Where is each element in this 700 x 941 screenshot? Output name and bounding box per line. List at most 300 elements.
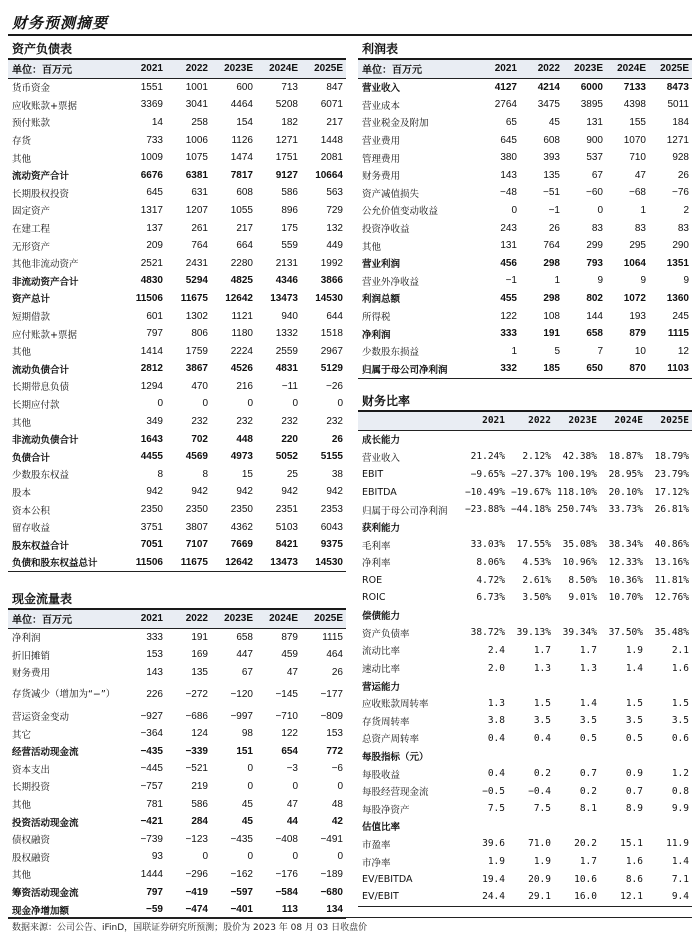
row-label: 现金净增加额	[8, 901, 121, 919]
row-label: 长期投资	[12, 782, 51, 794]
value-cell: 5208	[275, 99, 298, 111]
table-row	[358, 888, 692, 906]
value-cell: 20.9	[528, 873, 551, 885]
value-cell: 13473	[256, 554, 301, 572]
value-cell: 1332	[275, 328, 298, 340]
value-cell: 2224	[230, 345, 253, 357]
table-row	[8, 483, 346, 501]
value-cell: 1.6	[625, 856, 643, 868]
row-label: 资产总计	[12, 294, 51, 306]
table-row	[8, 664, 346, 682]
value-cell: 3867	[185, 363, 208, 375]
value-cell: 563	[326, 187, 343, 199]
table-row	[358, 272, 692, 290]
row-label: 每股净资产	[362, 804, 410, 816]
value-cell	[600, 747, 646, 765]
value-cell: 47	[634, 169, 646, 181]
value-cell: 1351	[666, 257, 689, 269]
table-row	[8, 237, 346, 255]
table-row	[8, 413, 346, 431]
value-cell	[600, 818, 646, 836]
value-cell: −19.67%	[510, 486, 551, 498]
table-row	[358, 254, 692, 272]
table-row	[358, 730, 692, 748]
row-label: 股东权益合计	[12, 540, 70, 552]
value-cell: 6676	[140, 169, 163, 181]
value-cell: 764	[191, 240, 208, 252]
table-row	[358, 448, 692, 466]
value-cell: 0	[247, 851, 253, 863]
value-cell: 14530	[301, 554, 346, 572]
value-cell: −59	[121, 901, 166, 919]
value-cell: 9	[683, 275, 689, 287]
table-row	[8, 149, 346, 167]
value-cell: 645	[500, 134, 517, 146]
value-cell: 380	[500, 152, 517, 164]
row-label: 资本支出	[12, 764, 51, 776]
value-cell: 393	[543, 152, 560, 164]
value-cell: −927	[140, 710, 163, 722]
row-label: 长期应付款	[12, 399, 60, 411]
value-cell: 8.50%	[568, 574, 597, 586]
value-cell: 455	[500, 292, 517, 304]
row-label: 营业利润	[362, 259, 401, 271]
row-label: 其它	[12, 729, 32, 741]
value-cell: 0	[337, 851, 343, 863]
value-cell: 806	[191, 328, 208, 340]
value-cell: −339	[185, 745, 208, 757]
value-cell: 134	[301, 901, 346, 919]
value-cell: 184	[672, 116, 689, 128]
value-cell: 448	[236, 433, 253, 445]
value-cell: −145	[275, 688, 298, 700]
value-cell	[646, 606, 692, 624]
value-cell: 0	[337, 780, 343, 792]
row-label: 每股收益	[362, 769, 401, 781]
value-cell: 10.6	[574, 873, 597, 885]
value-cell: 8.1	[579, 803, 597, 815]
value-cell: 298	[543, 257, 560, 269]
value-cell: 113	[256, 901, 301, 919]
row-label: 财务费用	[12, 668, 51, 680]
value-cell: 333	[146, 631, 163, 643]
value-cell: 600	[236, 81, 253, 93]
value-cell: 39.6	[482, 838, 505, 850]
value-cell: −60	[586, 187, 603, 199]
row-label: 流动资产合计	[12, 171, 70, 183]
value-cell: 2.1	[671, 644, 689, 656]
value-cell: 25	[286, 468, 298, 480]
row-label: 净利润	[362, 329, 391, 341]
value-cell: −710	[275, 710, 298, 722]
table-row	[358, 677, 692, 695]
value-cell: 219	[191, 780, 208, 792]
value-cell: 1115	[322, 631, 343, 643]
table-row	[358, 307, 692, 325]
value-cell: 232	[236, 416, 253, 428]
value-cell: 131	[500, 240, 517, 252]
value-cell: 1064	[623, 257, 646, 269]
value-cell	[462, 747, 508, 765]
value-cell	[554, 818, 600, 836]
table-header-row	[358, 60, 692, 78]
value-cell: 1	[554, 275, 560, 287]
table-row	[358, 501, 692, 519]
table-row	[8, 536, 346, 554]
value-cell: 3369	[140, 99, 163, 111]
row-label: 债权融资	[12, 835, 51, 847]
row-label: EV/EBIT	[358, 888, 462, 906]
row-label: EV/EBITDA	[362, 873, 413, 885]
value-cell: 284	[191, 816, 208, 828]
value-cell: 2967	[320, 345, 343, 357]
value-cell: 26	[331, 433, 343, 445]
value-cell: 1.2	[671, 768, 689, 780]
value-cell: 19.4	[482, 873, 505, 885]
value-cell: 3.50%	[522, 592, 551, 604]
value-cell: 9	[597, 275, 603, 287]
table-row	[358, 694, 692, 712]
value-cell: 8	[202, 468, 208, 480]
row-label: 应收账款周转率	[362, 699, 429, 711]
header-year-cell: 2024E	[600, 412, 646, 430]
value-cell: −123	[185, 833, 208, 845]
value-cell: 14	[151, 116, 163, 128]
value-cell: 3895	[580, 99, 603, 111]
value-cell: 0.4	[487, 732, 505, 744]
value-cell: 1302	[185, 310, 208, 322]
value-cell: 137	[146, 222, 163, 234]
value-cell: −10.49%	[464, 486, 505, 498]
value-cell: 245	[672, 310, 689, 322]
header-year-cell: 2023E	[563, 60, 606, 78]
value-cell: 1.7	[533, 644, 551, 656]
row-label: 营业成本	[362, 100, 401, 112]
value-cell: 45	[548, 116, 560, 128]
value-cell: 71.0	[528, 838, 551, 850]
row-label: 所得税	[362, 312, 391, 324]
value-cell: 1759	[185, 345, 208, 357]
value-cell	[646, 677, 692, 695]
header-year-cell: 2021	[462, 412, 508, 430]
header-year-cell: 2024E	[256, 60, 301, 78]
value-cell: 15.1	[620, 838, 643, 850]
value-cell: 0	[202, 398, 208, 410]
value-cell: 0.4	[487, 768, 505, 780]
value-cell: 2	[683, 204, 689, 216]
value-cell: 3.5	[625, 715, 643, 727]
value-cell: −23.88%	[464, 504, 505, 516]
cash-flow-panel	[8, 590, 346, 919]
value-cell	[646, 430, 692, 448]
value-cell	[600, 430, 646, 448]
value-cell: 1055	[230, 204, 253, 216]
value-cell: 0	[511, 204, 517, 216]
table-row	[358, 237, 692, 255]
value-cell: 3.8	[487, 715, 505, 727]
value-cell: 5011	[667, 99, 689, 111]
value-cell: 772	[326, 745, 343, 757]
table-row	[8, 184, 346, 202]
value-cell: −445	[140, 763, 163, 775]
value-cell: 3807	[185, 521, 208, 533]
value-cell: 45	[241, 798, 253, 810]
table-row	[358, 360, 692, 378]
value-cell: 4214	[537, 81, 560, 93]
header-year-cell: 2021	[121, 610, 166, 628]
value-cell: 1271	[275, 134, 298, 146]
table-row	[358, 290, 692, 308]
row-label: 无形资产	[12, 241, 51, 253]
value-cell: 299	[586, 240, 603, 252]
value-cell	[554, 606, 600, 624]
value-cell: 7.5	[533, 803, 551, 815]
value-cell: −177	[320, 688, 343, 700]
value-cell: 3475	[537, 99, 560, 111]
row-label: 存货周转率	[362, 716, 410, 728]
value-cell: 928	[672, 152, 689, 164]
table-row	[358, 642, 692, 660]
header-year-cell: 2021	[477, 60, 520, 78]
value-cell: 28.95%	[608, 468, 643, 480]
value-cell: 122	[281, 728, 298, 740]
value-cell: 0.5	[579, 732, 597, 744]
value-cell: 4973	[230, 451, 253, 463]
value-cell: 0	[292, 398, 298, 410]
value-cell: 349	[146, 416, 163, 428]
value-cell: 2081	[320, 152, 343, 164]
value-cell: 4830	[140, 275, 163, 287]
table-row	[358, 518, 692, 536]
value-cell: 5103	[275, 521, 298, 533]
value-cell: 793	[586, 257, 603, 269]
value-cell: −44.18%	[510, 504, 551, 516]
ratios-table	[358, 412, 692, 907]
table-row	[8, 628, 346, 646]
value-cell: 2351	[275, 504, 298, 516]
value-cell: −176	[275, 868, 298, 880]
value-cell: 144	[586, 310, 603, 322]
value-cell: 2.12%	[522, 451, 551, 463]
value-cell: 0	[247, 763, 253, 775]
value-cell: 4825	[230, 275, 253, 287]
table-row	[358, 342, 692, 360]
value-cell: 7669	[230, 539, 253, 551]
value-cell: 4398	[623, 99, 646, 111]
value-cell: 658	[586, 328, 603, 340]
value-cell: 1.7	[579, 856, 597, 868]
value-cell: 5294	[185, 275, 208, 287]
table-row	[358, 818, 692, 836]
value-cell: 290	[672, 240, 689, 252]
value-cell: 5129	[320, 363, 343, 375]
table-row	[358, 202, 692, 220]
value-cell: 6071	[320, 99, 343, 111]
row-label: 利润总额	[362, 294, 401, 306]
value-cell: 17.55%	[516, 539, 551, 551]
header-year-cell: 2025E	[646, 412, 692, 430]
value-cell: 98	[241, 728, 253, 740]
header-year-cell: 2025E	[301, 610, 346, 628]
value-cell: −6	[331, 763, 343, 775]
value-cell: 470	[191, 380, 208, 392]
value-cell: 1.5	[625, 697, 643, 709]
value-cell	[646, 818, 692, 836]
value-cell: 1.5	[671, 697, 689, 709]
value-cell	[508, 518, 554, 536]
row-label: ROE	[362, 574, 383, 586]
value-cell: 20.2	[574, 838, 597, 850]
table-row	[358, 466, 692, 484]
value-cell: −419	[185, 886, 208, 898]
value-cell: 65	[505, 116, 517, 128]
value-cell: 26	[677, 169, 689, 181]
value-cell: 7.1	[671, 873, 689, 885]
row-label: 留存收益	[12, 523, 51, 535]
row-label: 流动负债合计	[12, 364, 70, 376]
value-cell: 1294	[140, 380, 163, 392]
value-cell: 8	[157, 468, 163, 480]
value-cell: 42.38%	[562, 451, 597, 463]
value-cell: 447	[236, 649, 253, 661]
value-cell: 11.81%	[654, 574, 689, 586]
table-row	[358, 96, 692, 114]
value-cell: 1.9	[487, 856, 505, 868]
value-cell: 26	[548, 222, 560, 234]
row-label: 长期股权投资	[12, 188, 70, 200]
row-label: 其他	[12, 153, 32, 165]
income-statement-table	[358, 60, 692, 379]
row-label: 其他	[12, 870, 32, 882]
row-label: 营业收入	[362, 452, 401, 464]
value-cell: 1.6	[671, 662, 689, 674]
value-cell: 0	[292, 780, 298, 792]
row-label: 流动比率	[362, 646, 401, 658]
value-cell: 4127	[494, 81, 517, 93]
value-cell: 9.9	[671, 803, 689, 815]
balance-sheet-panel	[8, 40, 346, 572]
value-cell: −997	[230, 710, 253, 722]
value-cell: 9127	[275, 169, 298, 181]
value-cell: 11506	[135, 292, 163, 304]
value-cell: 39.34%	[562, 627, 597, 639]
value-cell: 4.53%	[522, 556, 551, 568]
table-row	[8, 778, 346, 796]
table-row	[8, 848, 346, 866]
row-label: 偿债能力	[362, 611, 401, 623]
value-cell: 729	[326, 204, 343, 216]
table-row	[358, 184, 692, 202]
value-cell: 601	[146, 310, 163, 322]
row-label: 营业外净收益	[362, 276, 420, 288]
value-cell: 449	[326, 240, 343, 252]
value-cell: 5052	[275, 451, 298, 463]
value-cell: 608	[236, 187, 253, 199]
table-row	[8, 681, 346, 707]
value-cell: 1.7	[579, 644, 597, 656]
table-row	[358, 219, 692, 237]
value-cell: 48	[331, 798, 343, 810]
value-cell: 0	[292, 851, 298, 863]
row-label: 预付账款	[12, 118, 51, 130]
value-cell: 1551	[140, 81, 163, 93]
value-cell: 3.5	[579, 715, 597, 727]
value-cell: 942	[326, 486, 343, 498]
value-cell: 151	[236, 745, 253, 757]
row-label: 长期带息负债	[12, 382, 70, 394]
value-cell: 0.4	[533, 732, 551, 744]
ratios-panel	[358, 392, 692, 907]
value-cell: −0.5	[482, 785, 505, 797]
table-row	[358, 325, 692, 343]
table-row	[8, 448, 346, 466]
row-label: ROIC	[362, 592, 386, 604]
row-label: 营业税金及附加	[362, 118, 429, 130]
value-cell: 216	[236, 380, 253, 392]
row-label: 其他	[12, 417, 32, 429]
value-cell	[508, 606, 554, 624]
value-cell: 586	[281, 187, 298, 199]
value-cell: 559	[281, 240, 298, 252]
value-cell: 0.2	[533, 768, 551, 780]
value-cell	[554, 747, 600, 765]
table-row	[8, 131, 346, 149]
value-cell: 39.13%	[516, 627, 551, 639]
value-cell: 1.9	[533, 856, 551, 868]
value-cell: 2764	[494, 99, 517, 111]
table-row	[8, 219, 346, 237]
value-cell: 0.7	[625, 785, 643, 797]
table-row	[358, 712, 692, 730]
value-cell: 658	[236, 631, 253, 643]
value-cell: 1.3	[487, 697, 505, 709]
value-cell: −162	[230, 868, 253, 880]
value-cell: 2812	[140, 363, 163, 375]
row-label: 市盈率	[362, 839, 391, 851]
cash-flow-table	[8, 610, 346, 919]
value-cell: 4362	[230, 521, 253, 533]
value-cell: 1070	[623, 134, 646, 146]
table-row	[358, 131, 692, 149]
value-cell: 1.4	[625, 662, 643, 674]
value-cell: 1360	[666, 292, 689, 304]
value-cell: 108	[543, 310, 560, 322]
value-cell: 42	[331, 816, 343, 828]
value-cell: 1518	[320, 328, 343, 340]
value-cell	[600, 677, 646, 695]
value-cell: 6381	[185, 169, 208, 181]
value-cell: 11.9	[666, 838, 689, 850]
table-row	[8, 646, 346, 664]
value-cell: 1444	[140, 868, 163, 880]
value-cell: 2.4	[487, 644, 505, 656]
value-cell: 38.72%	[470, 627, 505, 639]
value-cell: 295	[629, 240, 646, 252]
header-year-cell: 2024E	[256, 610, 301, 628]
value-cell: 17.12%	[654, 486, 689, 498]
value-cell: 47	[286, 666, 298, 678]
value-cell: 13473	[270, 292, 298, 304]
row-label: EBITDA	[362, 486, 397, 498]
value-cell: 0.7	[579, 768, 597, 780]
value-cell: −421	[140, 816, 163, 828]
header-year-cell: 2024E	[606, 60, 649, 78]
table-row	[8, 742, 346, 760]
value-cell: 1072	[623, 292, 646, 304]
table-row	[8, 114, 346, 132]
value-cell: 26	[331, 666, 343, 678]
value-cell: 5	[554, 345, 560, 357]
